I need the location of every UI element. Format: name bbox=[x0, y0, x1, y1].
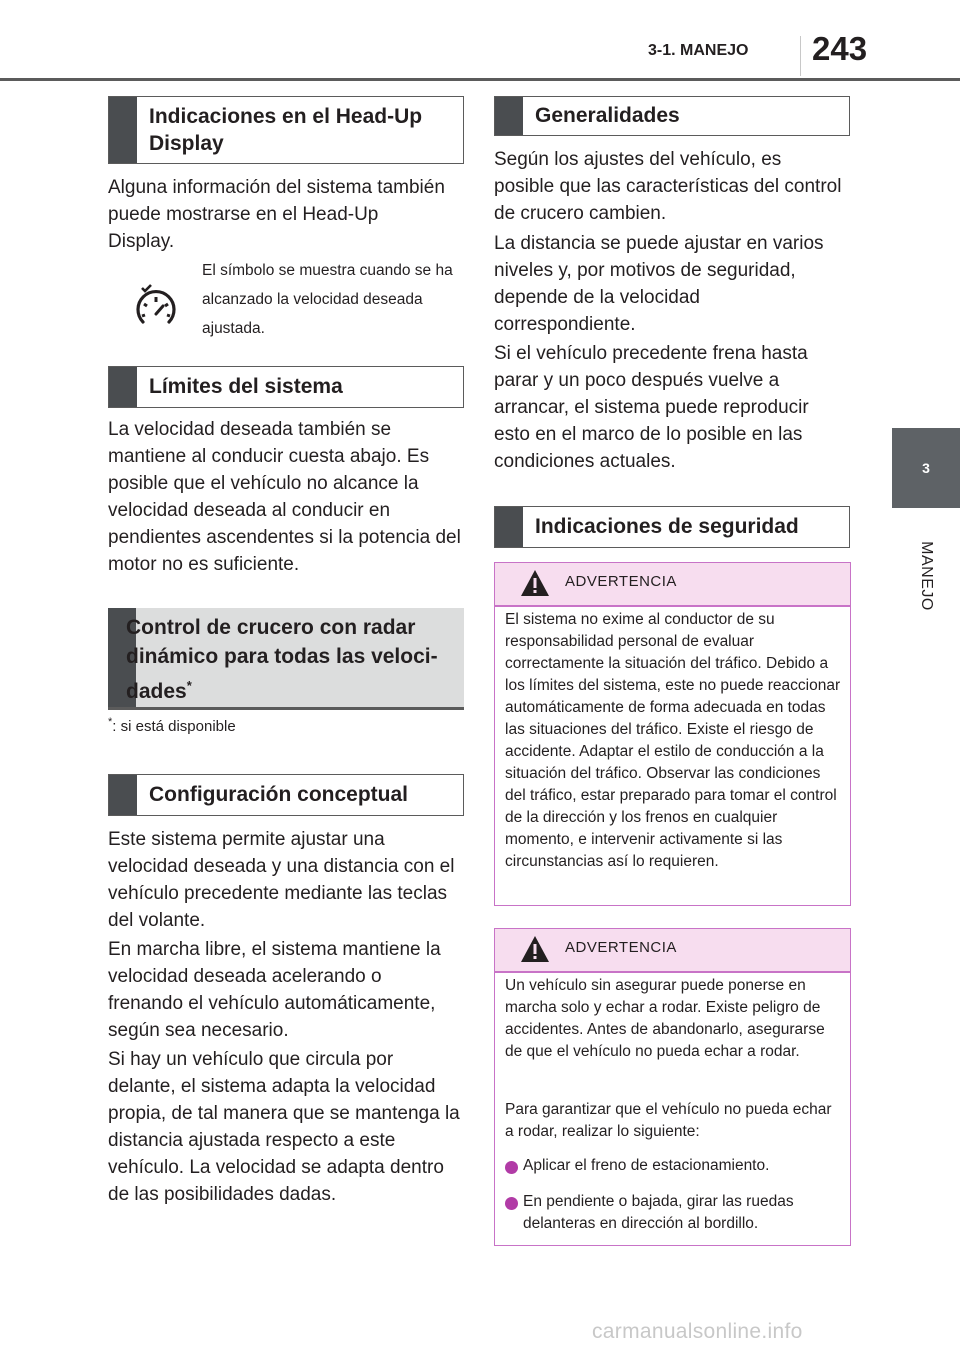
paragraph-general-3: Si el vehículo precedente frena hasta parar y un poco después vuelve a arrancar, el sistema puede reproducir esto en el marco de lo posible en las condiciones actuales. bbox=[494, 343, 809, 472]
paragraph-hud: Alguna información del sistema también puede mostrarse en el Head-Up Display. bbox=[108, 177, 445, 252]
warning-separator bbox=[495, 605, 850, 607]
heading-bar bbox=[109, 97, 137, 163]
heading-radar bbox=[108, 608, 464, 710]
warning-body-2: Para garantizar que el vehículo no pueda echar a rodar, realizar lo siguiente: bbox=[505, 1101, 832, 1140]
footnote-mark: * bbox=[108, 716, 113, 728]
paragraph-concept-1: Este sistema permite ajustar una velocidad deseada y una distancia con el vehículo precedente mediante las teclas del volante. bbox=[108, 829, 455, 931]
footnote-text: : si está disponible bbox=[112, 718, 236, 735]
header-rule bbox=[0, 78, 960, 81]
warning-bullet-2: En pendiente o bajada, girar las ruedas delanteras en dirección al bordillo. bbox=[523, 1193, 794, 1232]
heading-general bbox=[494, 96, 850, 136]
heading-radar-asterisk: * bbox=[186, 678, 192, 693]
bullet-dot-icon bbox=[505, 1197, 518, 1210]
paragraph-general-1: Según los ajustes del vehículo, es posible que las características del control de crucero cambien. bbox=[494, 149, 842, 224]
heading-radar-line2: dinámico para todas las veloci- bbox=[126, 645, 438, 668]
section-label: 3-1. MANEJO bbox=[648, 42, 749, 59]
heading-radar-line3: dades bbox=[126, 680, 187, 703]
paragraph-concept-3: Si hay un vehículo que circula por delante, el sistema adapta la velocidad propia, de tal manera que se mantenga la distancia ajustada respecto a este vehículo. La velocidad se adapta dentro de las posibilidades dadas. bbox=[108, 1049, 460, 1205]
warning-triangle-icon bbox=[520, 569, 550, 597]
page-number: 243 bbox=[812, 30, 868, 67]
heading-bar bbox=[495, 507, 523, 547]
heading-hud bbox=[108, 96, 464, 164]
heading-general-text: Generalidades bbox=[535, 104, 680, 127]
paragraph-concept-2: En marcha libre, el sistema mantiene la velocidad deseada acelerando o frenando el vehículo automáticamente, según sea necesario. bbox=[108, 939, 441, 1041]
chapter-number: 3 bbox=[922, 460, 930, 476]
heading-concept-text: Configuración conceptual bbox=[149, 783, 409, 806]
warning-box-2 bbox=[494, 928, 851, 1246]
heading-bar bbox=[495, 97, 523, 135]
heading-concept bbox=[108, 774, 464, 816]
heading-limits-text: Límites del sistema bbox=[149, 375, 343, 398]
heading-safety bbox=[494, 506, 850, 548]
warning-separator bbox=[495, 971, 850, 973]
heading-safety-text: Indicaciones de seguridad bbox=[535, 515, 799, 538]
chapter-label: MANEJO bbox=[918, 541, 935, 611]
warning-body: El sistema no exime al conductor de su responsabilidad personal de evaluar correctamente la situación del tráfico. Debido a los límites del sistema, este no puede reaccionar automáticamente de forma adecuada en todas las situaciones del tráfico. Existe el riesgo de accidente. Adaptar el estilo de conducción a la situación del tráfico. Observar las condiciones del tráfico, estar preparado para tomar el control de la dirección y los frenos en cualquier momento, e intervenir activamente si las circunstancias así lo requieren. bbox=[505, 611, 841, 870]
heading-radar-line1: Control de crucero con radar bbox=[126, 616, 416, 639]
symbol-description: El símbolo se muestra cuando se ha alcanzado la velocidad deseada ajustada. bbox=[202, 262, 453, 337]
heading-hud-text: Indicaciones en el Head-Up Display bbox=[149, 105, 423, 155]
warning-box-1 bbox=[494, 562, 851, 906]
warning-triangle-icon bbox=[520, 935, 550, 963]
bullet-dot-icon bbox=[505, 1161, 518, 1174]
watermark: carmanualsonline.info bbox=[592, 1320, 803, 1343]
footnote bbox=[108, 716, 236, 735]
heading-bar bbox=[109, 367, 137, 407]
warning-title: ADVERTENCIA bbox=[565, 939, 677, 956]
chapter-tab[interactable] bbox=[892, 428, 960, 508]
warning-bullet-1: Aplicar el freno de estacionamiento. bbox=[523, 1157, 770, 1174]
warning-title: ADVERTENCIA bbox=[565, 573, 677, 590]
heading-bar bbox=[109, 775, 137, 815]
paragraph-limits: La velocidad deseada también se mantiene al conducir cuesta abajo. Es posible que el vehículo no alcance la velocidad deseada al conducir en pendientes ascendentes si la potencia del motor no es suficiente. bbox=[108, 419, 461, 575]
header-divider bbox=[800, 36, 801, 76]
heading-radar-line3-wrap bbox=[126, 671, 464, 706]
heading-radar-text bbox=[126, 613, 464, 706]
paragraph-general-2: La distancia se puede ajustar en varios niveles y, por motivos de seguridad, depende de la velocidad correspondiente. bbox=[494, 233, 824, 335]
speedometer-check-icon bbox=[133, 280, 179, 328]
warning-body-1: Un vehículo sin asegurar puede ponerse en marcha solo y echar a rodar. Existe peligro de accidentes. Antes de abandonarlo, asegurarse de que el vehículo no pueda echar a rodar. bbox=[505, 977, 825, 1060]
heading-limits bbox=[108, 366, 464, 408]
